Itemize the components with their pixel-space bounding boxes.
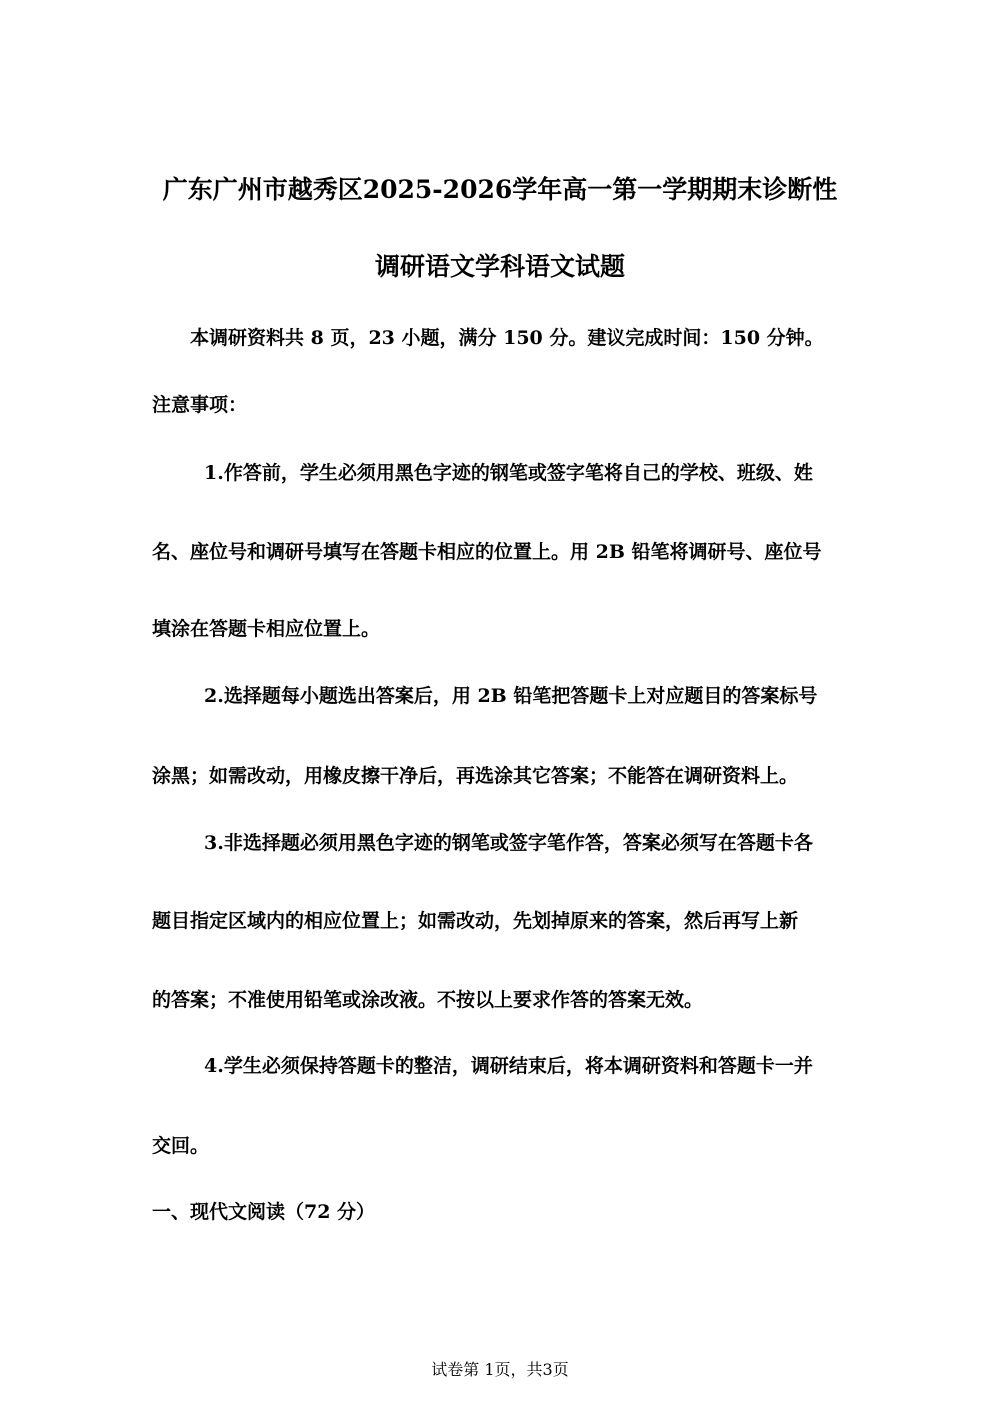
note-1-line-1: 1.作答前，学生必须用黑色字迹的钢笔或签字笔将自己的学校、班级、姓	[204, 462, 813, 484]
document-title-line-2: 调研语文学科语文试题	[374, 252, 625, 281]
note-2-line-1: 2.选择题每小题选出答案后，用 2B 铅笔把答题卡上对应题目的答案标号	[204, 685, 818, 707]
note-4-line-2: 交回。	[152, 1135, 210, 1157]
page-footer: 试卷第 1页，共3页	[431, 1360, 569, 1379]
note-3-line-3: 的答案；不准使用铅笔或涂改液。不按以上要求作答的答案无效。	[152, 989, 704, 1011]
document-title-line-1: 广东广州市越秀区2025-2026学年高一第一学期期末诊断性	[162, 175, 838, 204]
note-1-line-2: 名、座位号和调研号填写在答题卡相应的位置上。用 2B 铅笔将调研号、座位号	[152, 541, 822, 563]
section-heading: 一、现代文阅读（72 分）	[152, 1201, 376, 1223]
note-2-line-2: 涂黑；如需改动，用橡皮擦干净后，再选涂其它答案；不能答在调研资料上。	[152, 765, 799, 787]
note-1-line-3: 填涂在答题卡相应位置上。	[152, 618, 381, 640]
note-3-line-1: 3.非选择题必须用黑色字迹的钢笔或签字笔作答，答案必须写在答题卡各	[204, 832, 813, 854]
note-3-line-2: 题目指定区域内的相应位置上；如需改动，先划掉原来的答案，然后再写上新	[152, 910, 799, 932]
notice-heading: 注意事项：	[152, 394, 248, 416]
note-4-line-1: 4.学生必须保持答题卡的整洁，调研结束后，将本调研资料和答题卡一并	[204, 1055, 813, 1077]
exam-intro: 本调研资料共 8 页，23 小题，满分 150 分。建议完成时间：150 分钟。	[190, 327, 824, 349]
